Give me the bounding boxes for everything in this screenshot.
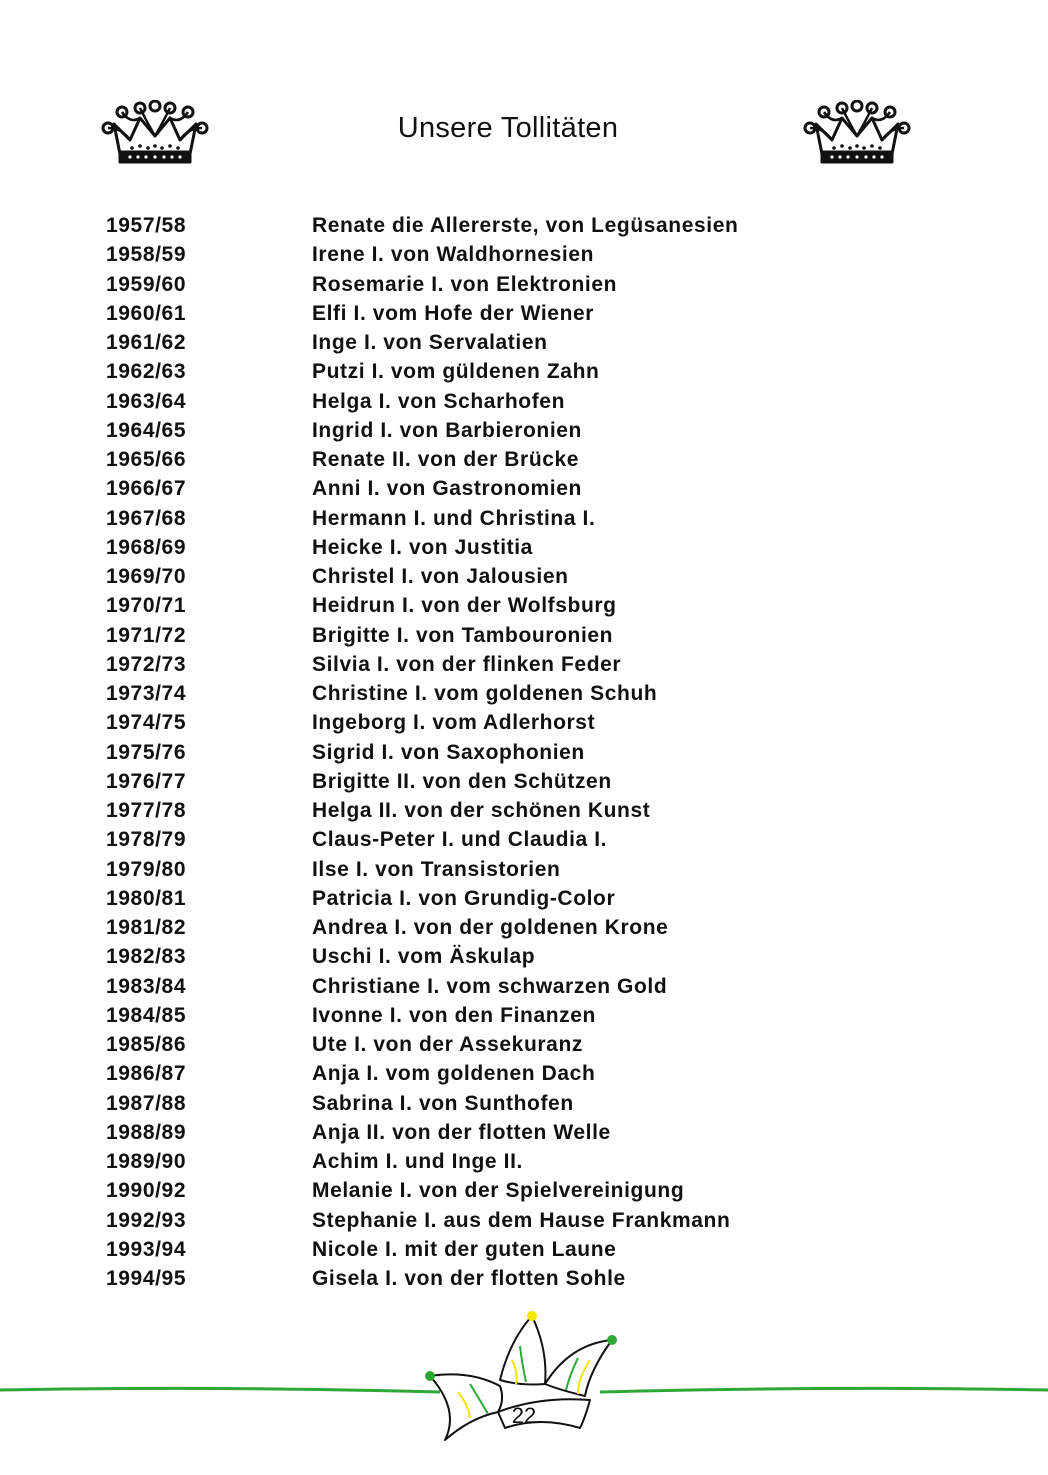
- season-label: 1976/77: [106, 769, 187, 793]
- royal-name: Anni I. von Gastronomien: [312, 477, 582, 501]
- roster-row: [106, 328, 906, 357]
- roster-row: [106, 533, 906, 562]
- season-label: 1958/59: [106, 243, 187, 267]
- roster-row: [106, 884, 906, 913]
- season-label: 1957/58: [106, 214, 187, 237]
- roster-row: [106, 855, 906, 884]
- season-label: 1960/61: [106, 301, 187, 325]
- season-label: 1993/94: [106, 1237, 187, 1261]
- royal-name: Ingeborg I. vom Adlerhorst: [312, 711, 596, 735]
- roster-row: [106, 738, 906, 767]
- roster-row: [106, 299, 906, 328]
- royal-name: Ivonne I. von den Finanzen: [312, 1003, 596, 1027]
- royal-name: Achim I. und Inge II.: [312, 1150, 523, 1173]
- season-label: 1964/65: [106, 418, 187, 442]
- season-label: 1970/71: [106, 594, 187, 618]
- royal-name: Inge I. von Servalatien: [312, 331, 548, 354]
- season-label: 1975/76: [106, 740, 187, 764]
- page-title: Unsere Tollitäten: [397, 112, 619, 144]
- roster-row: [106, 650, 906, 679]
- season-label: 1992/93: [106, 1208, 187, 1232]
- season-label: 1973/74: [106, 682, 187, 705]
- season-label: 1972/73: [106, 652, 187, 676]
- page-number: 22: [511, 1403, 537, 1428]
- royal-name: Elfi I. vom Hofe der Wiener: [312, 301, 595, 325]
- season-label: 1990/92: [106, 1179, 187, 1203]
- roster-row: [106, 942, 906, 971]
- royal-name: Helga II. von der schönen Kunst: [312, 799, 651, 822]
- royal-name: Irene I. von Waldhornesien: [312, 243, 595, 267]
- season-label: 1978/79: [106, 828, 187, 852]
- roster-row: [106, 796, 906, 825]
- roster-row: [106, 357, 906, 386]
- season-label: 1981/82: [106, 916, 187, 939]
- royal-name: Renate II. von der Brücke: [312, 448, 580, 471]
- royal-name: Rosemarie I. von Elektronien: [312, 272, 618, 296]
- roster-row: [106, 913, 906, 942]
- season-label: 1961/62: [106, 331, 187, 354]
- roster-row: [106, 621, 906, 650]
- roster-row: [106, 1176, 906, 1205]
- royal-name: Patricia I. von Grundig-Color: [312, 886, 616, 910]
- roster-row: [106, 591, 906, 620]
- roster-row: [106, 1206, 906, 1235]
- season-label: 1980/81: [106, 886, 187, 910]
- royal-name: Heidrun I. von der Wolfsburg: [312, 594, 617, 618]
- royal-name: Stephanie I. aus dem Hause Frankmann: [312, 1208, 731, 1232]
- royal-name: Christel I. von Jalousien: [312, 565, 569, 588]
- roster-row: [106, 1030, 906, 1059]
- roster-row: [106, 1235, 906, 1264]
- roster-row: [106, 387, 906, 416]
- royal-name: Claus-Peter I. und Claudia I.: [312, 828, 608, 852]
- royal-name: Silvia I. von der flinken Feder: [312, 652, 622, 676]
- season-label: 1965/66: [106, 448, 187, 471]
- season-label: 1959/60: [106, 272, 187, 296]
- season-label: 1974/75: [106, 711, 187, 735]
- royal-name: Gisela I. von der flotten Sohle: [312, 1267, 626, 1290]
- season-label: 1966/67: [106, 477, 187, 501]
- roster-row: [106, 504, 906, 533]
- season-label: 1967/68: [106, 506, 187, 530]
- royal-name: Renate die Allererste, von Legüsanesien: [312, 214, 739, 237]
- roster-row: [106, 211, 906, 240]
- royal-name: Ute I. von der Assekuranz: [312, 1033, 583, 1056]
- roster-row: [106, 1264, 906, 1293]
- royal-name: Brigitte I. von Tambouronien: [312, 623, 614, 647]
- season-label: 1985/86: [106, 1033, 187, 1056]
- roster-row: [106, 1001, 906, 1030]
- royal-name: Sabrina I. von Sunthofen: [312, 1091, 574, 1115]
- royal-name: Hermann I. und Christina I.: [312, 506, 596, 530]
- royal-name: Heicke I. von Justitia: [312, 535, 533, 559]
- royal-name: Christiane I. vom schwarzen Gold: [312, 974, 668, 998]
- royal-name: Andrea I. von der goldenen Krone: [312, 916, 669, 939]
- season-label: 1983/84: [106, 974, 187, 998]
- roster-row: [106, 416, 906, 445]
- royal-name: Helga I. von Scharhofen: [312, 389, 566, 413]
- royal-name: Ilse I. von Transistorien: [312, 857, 561, 881]
- roster-row: [106, 445, 906, 474]
- royal-name: Anja II. von der flotten Welle: [312, 1120, 611, 1144]
- roster-row: [106, 1089, 906, 1118]
- royal-name: Nicole I. mit der guten Laune: [312, 1237, 617, 1261]
- roster-row: [106, 767, 906, 796]
- royal-name: Ingrid I. von Barbieronien: [312, 418, 582, 442]
- season-label: 1987/88: [106, 1091, 187, 1115]
- royal-name: Uschi I. vom Äskulap: [312, 945, 536, 969]
- season-label: 1977/78: [106, 799, 187, 822]
- season-label: 1969/70: [106, 565, 187, 588]
- tollitaeten-list: [106, 211, 906, 1293]
- royal-name: Brigitte II. von den Schützen: [312, 769, 612, 793]
- roster-row: [106, 1147, 906, 1176]
- season-label: 1994/95: [106, 1267, 187, 1290]
- roster-row: [106, 1118, 906, 1147]
- royal-name: Putzi I. vom güldenen Zahn: [312, 360, 600, 384]
- season-label: 1962/63: [106, 360, 187, 384]
- season-label: 1971/72: [106, 623, 187, 647]
- season-label: 1982/83: [106, 945, 187, 969]
- roster-row: [106, 1059, 906, 1088]
- crown-icon: [802, 100, 912, 166]
- roster-row: [106, 708, 906, 737]
- royal-name: Melanie I. von der Spielvereinigung: [312, 1179, 685, 1203]
- season-label: 1984/85: [106, 1003, 187, 1027]
- roster-row: [106, 972, 906, 1001]
- roster-row: [106, 825, 906, 854]
- season-label: 1979/80: [106, 857, 187, 881]
- roster-row: [106, 562, 906, 591]
- season-label: 1963/64: [106, 389, 187, 413]
- footer-rule: [0, 1388, 1048, 1392]
- roster-row: [106, 679, 906, 708]
- roster-row: [106, 474, 906, 503]
- season-label: 1986/87: [106, 1062, 187, 1086]
- footer-decoration: [0, 1300, 1048, 1460]
- season-label: 1988/89: [106, 1120, 187, 1144]
- roster-row: [106, 270, 906, 299]
- royal-name: Sigrid I. von Saxophonien: [312, 740, 585, 764]
- royal-name: Anja I. vom goldenen Dach: [312, 1062, 596, 1086]
- roster-row: [106, 240, 906, 269]
- season-label: 1968/69: [106, 535, 187, 559]
- season-label: 1989/90: [106, 1150, 187, 1173]
- royal-name: Christine I. vom goldenen Schuh: [312, 682, 658, 705]
